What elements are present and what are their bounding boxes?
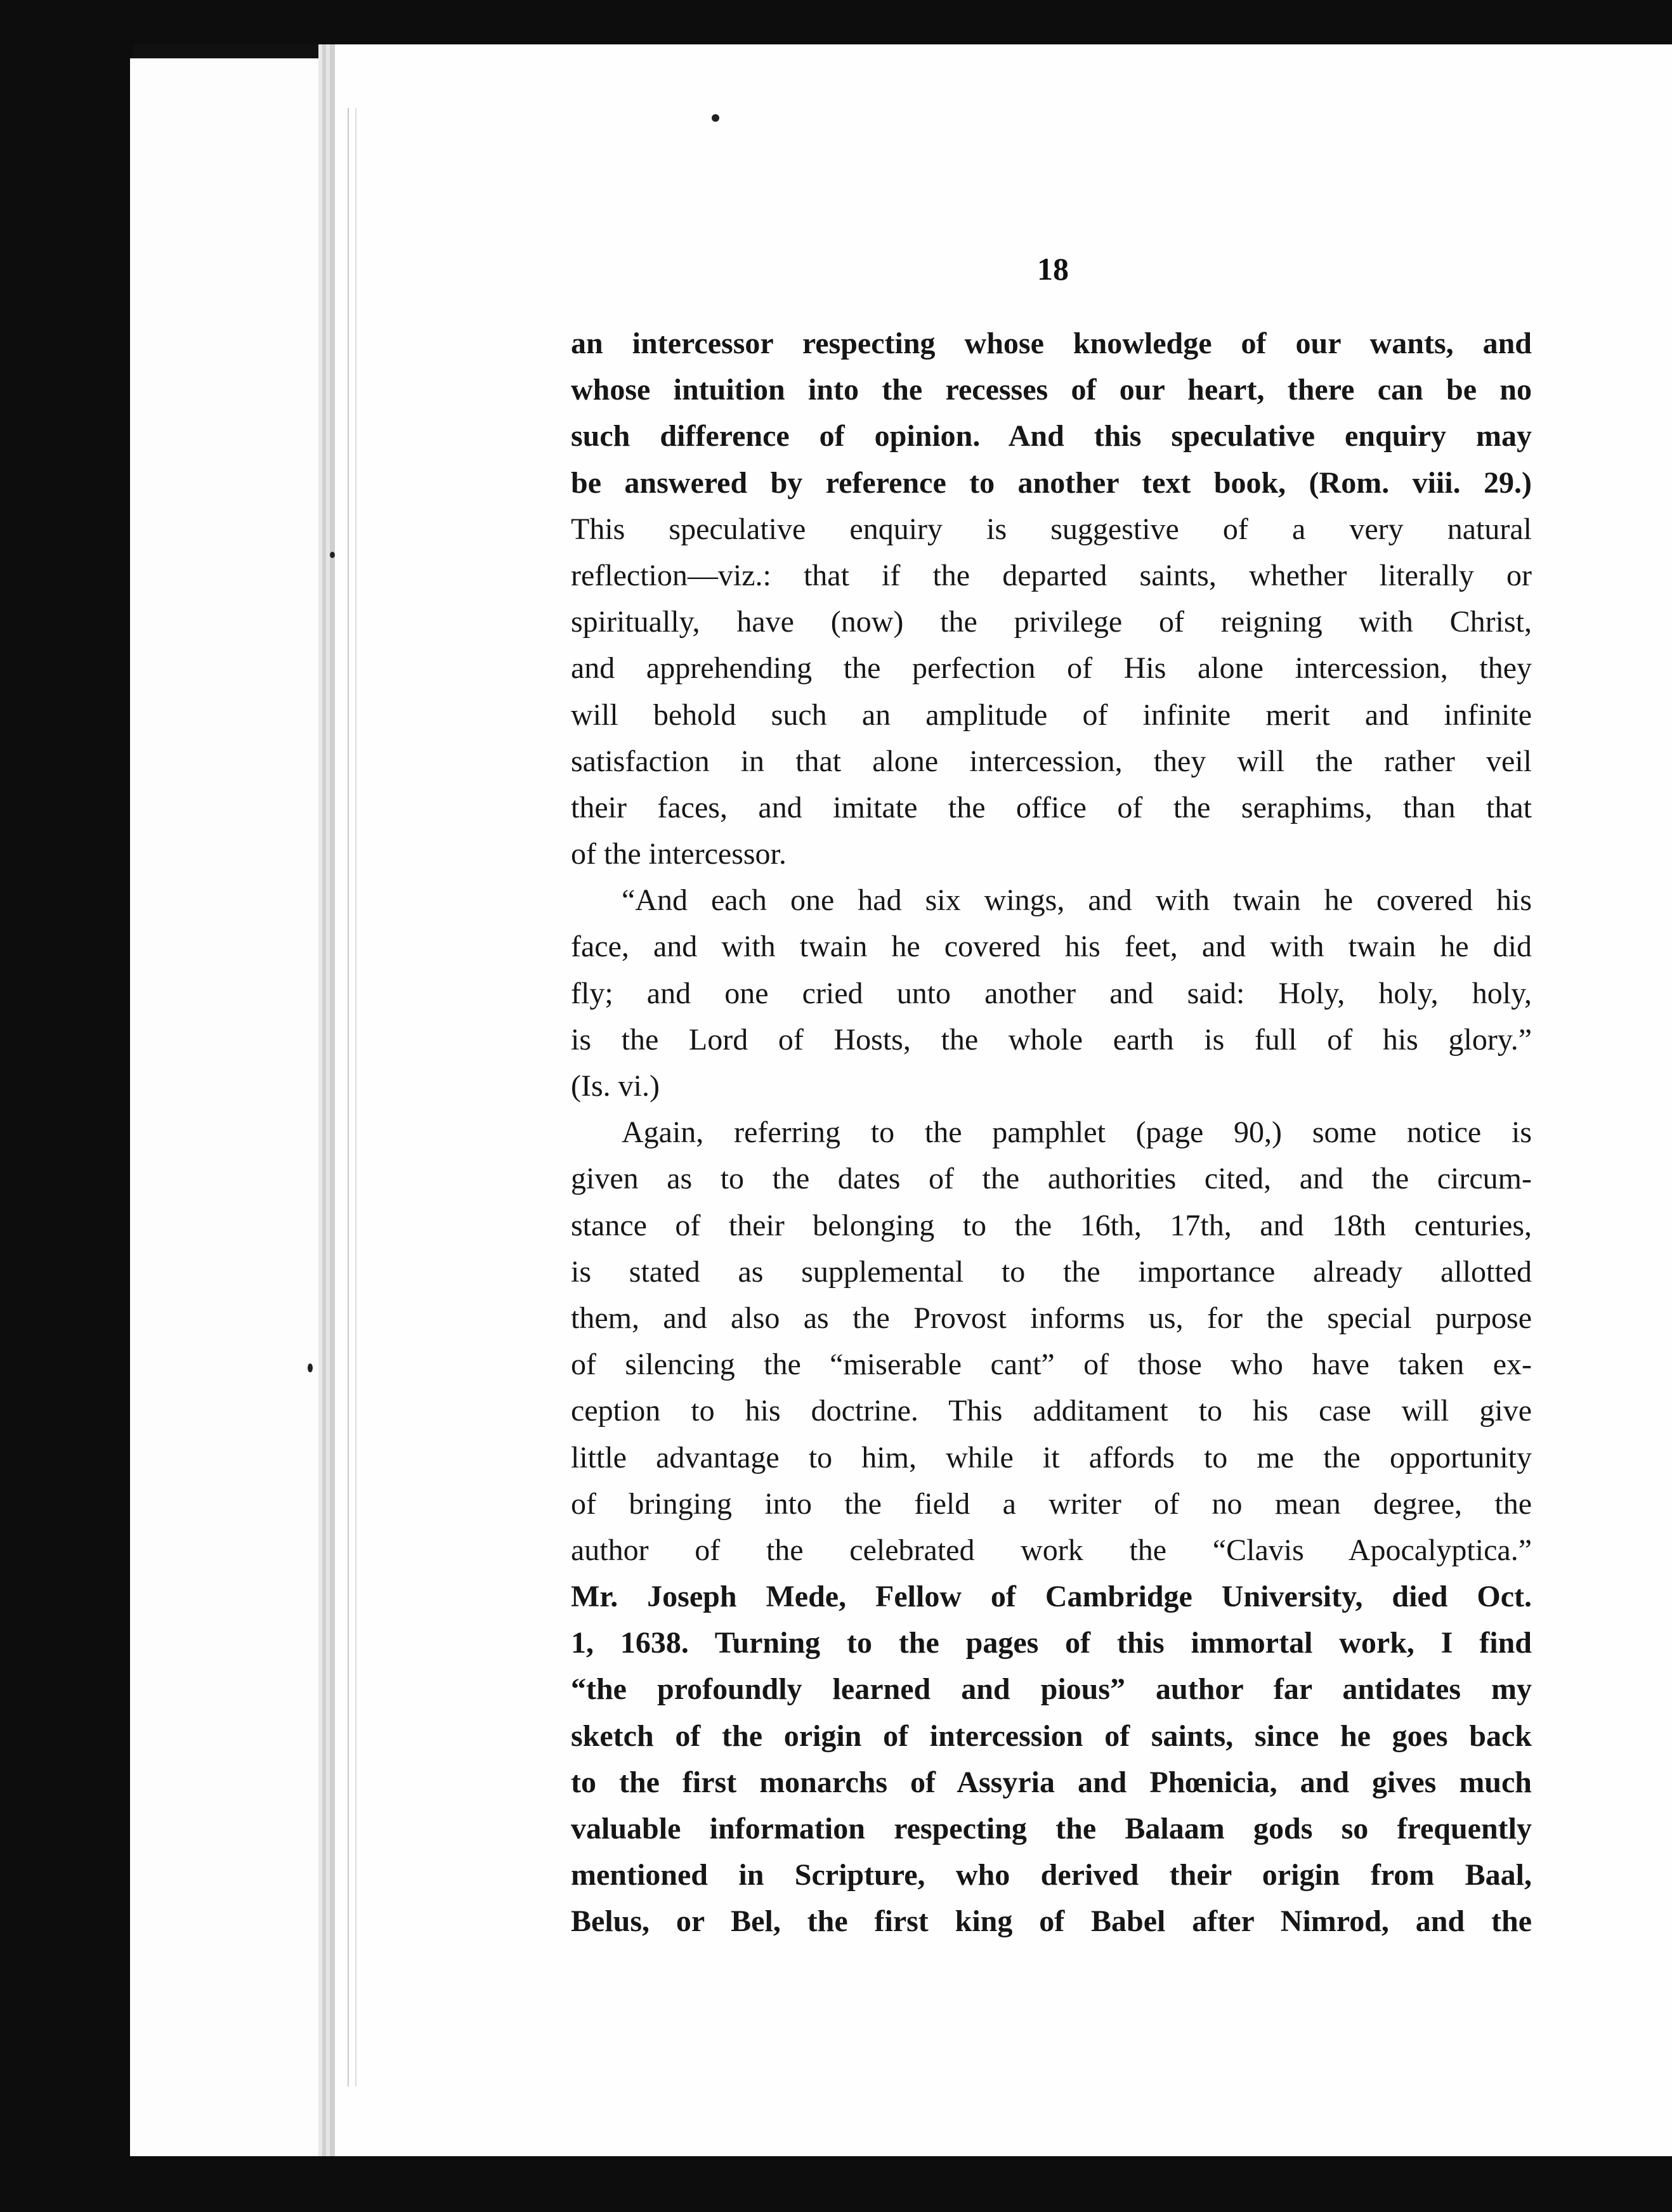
text-line: little advantage to him, while it affords to me the opportunity [571, 1440, 1532, 1474]
text-line: to the first monarchs of Assyria and Phœnicia, and gives much [571, 1765, 1532, 1799]
text-line: 1, 1638. Turning to the pages of this immortal work, I find [571, 1626, 1532, 1660]
text-line: be answered by reference to another text book, (Rom. viii. 29.) [571, 465, 1532, 500]
text-line: author of the celebrated work the “Clavis Apocalyptica.” [571, 1533, 1532, 1567]
text-line: their faces, and imitate the office of the seraphims, than that [571, 790, 1532, 824]
text-line: satisfaction in that alone intercession, they will the rather veil [571, 744, 1532, 778]
text-line: of silencing the “miserable cant” of those who have taken ex- [571, 1348, 1532, 1382]
text-line: “And each one had six wings, and with twain he covered his [622, 883, 1532, 918]
scan-background-top [0, 0, 1672, 44]
text-line: (Is. vi.) [571, 1069, 660, 1103]
text-line: Again, referring to the pamphlet (page 90,) some notice is [622, 1116, 1532, 1150]
text-line: ception to his doctrine. This additament to his case will give [571, 1394, 1532, 1428]
text-line: Mr. Joseph Mede, Fellow of Cambridge University, died Oct. [571, 1580, 1532, 1614]
text-line: given as to the dates of the authorities cited, and the circum- [571, 1162, 1532, 1196]
page-stack-edge [348, 108, 356, 2086]
text-line: is the Lord of Hosts, the whole earth is full of his glory.” [571, 1022, 1532, 1057]
text-line: face, and with twain he covered his feet, and with twain he did [571, 930, 1532, 964]
text-line: reflection—viz.: that if the departed saints, whether literally or [571, 558, 1532, 592]
text-line: such difference of opinion. And this speculative enquiry may [571, 419, 1532, 453]
text-line: fly; and one cried unto another and said: Holy, holy, holy, [571, 976, 1532, 1010]
text-line: mentioned in Scripture, who derived their origin from Baal, [571, 1858, 1532, 1892]
text-line: Belus, or Bel, the first king of Babel after Nimrod, and the [571, 1904, 1532, 1939]
text-line: sketch of the origin of intercession of saints, since he goes back [571, 1719, 1532, 1753]
scan-speck [330, 552, 335, 558]
text-line: “the profoundly learned and pious” author far antidates my [571, 1672, 1532, 1707]
text-line: This speculative enquiry is suggestive of a very natural [571, 512, 1532, 546]
text-line: is stated as supplemental to the importance already allotted [571, 1254, 1532, 1289]
text-line: an intercessor respecting whose knowledge of our wants, and [571, 327, 1532, 360]
text-line: valuable information respecting the Balaam gods so frequently [571, 1812, 1532, 1845]
text-line: and apprehending the perfection of His alone intercession, they [571, 651, 1532, 686]
page-number: 18 [1037, 251, 1069, 287]
scan-background-left [0, 0, 133, 2212]
scan-background-bottom [0, 2156, 1672, 2212]
text-line: stance of their belonging to the 16th, 17th, and 18th centuries, [571, 1208, 1532, 1242]
body-text [571, 320, 1532, 1945]
scan-speck [712, 114, 719, 122]
text-line: of bringing into the field a writer of no mean degree, the [571, 1487, 1532, 1521]
scan-speck [308, 1363, 313, 1372]
text-line: spiritually, have (now) the privilege of reigning with Christ, [571, 605, 1532, 639]
text-line: whose intuition into the recesses of our heart, there can be no [571, 373, 1532, 407]
text-line: of the intercessor. [571, 837, 787, 871]
text-line: them, and also as the Provost informs us, for the special purpose [571, 1301, 1532, 1335]
text-line: will behold such an amplitude of infinite merit and infinite [571, 698, 1532, 732]
